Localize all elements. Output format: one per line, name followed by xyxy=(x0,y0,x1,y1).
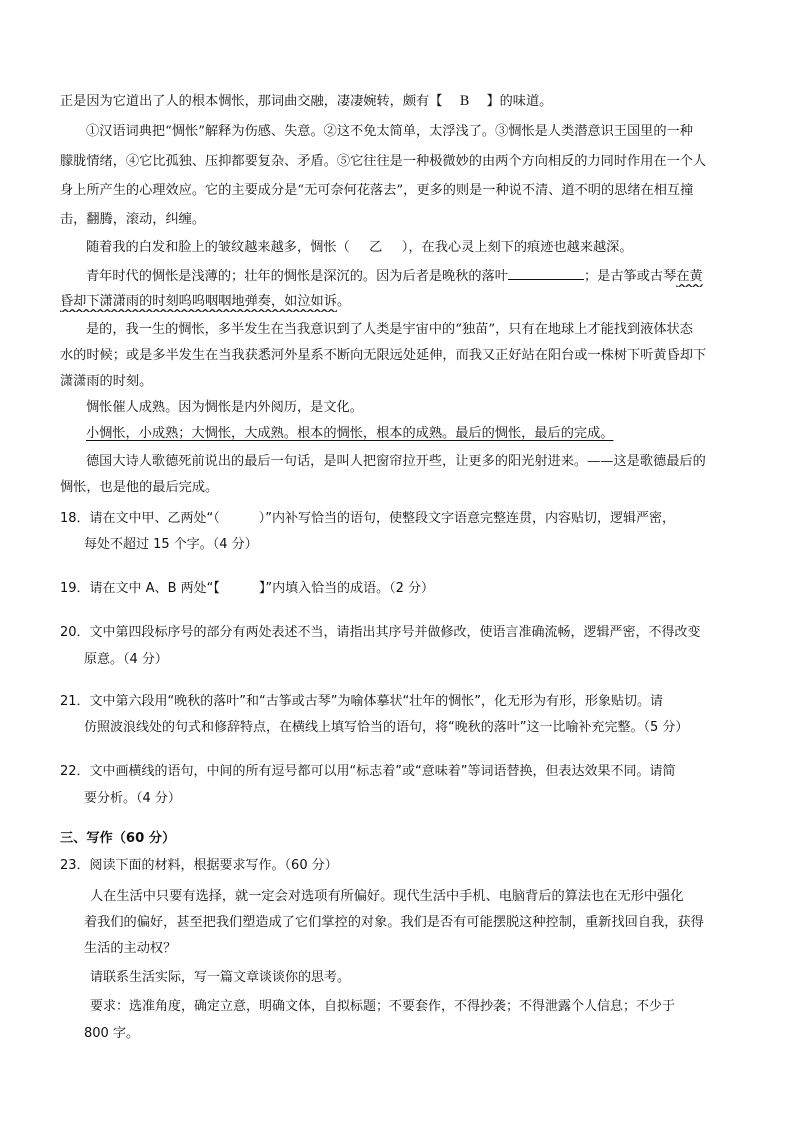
question-22: 22．文中画横线的语句，中间的所有逗号都可以用“标志着”或“意味着”等词语替换，但表达效果不同。请简 xyxy=(60,764,676,779)
wavy-underlined-text: 在黄 xyxy=(676,269,703,284)
question-18-continued: 每处不超过 15 个字。（4 分） xyxy=(84,537,258,552)
passage-text: 随着我的白发和脸上的皱纹越来越多，惆怅（ xyxy=(86,240,350,255)
blank-b-label: B xyxy=(459,94,470,109)
writing-requirements-continued: 800 字。 xyxy=(84,1026,139,1041)
fill-in-blank-line xyxy=(508,267,584,280)
passage-paragraph-line: 德国大诗人歌德死前说出的最后一句话，是叫人把窗帘拉开些，让更多的阳光射进来。——这是歌德最后的 xyxy=(86,454,706,469)
passage-paragraph-line: 击，翻腾，滚动，纠缠。 xyxy=(60,212,206,227)
passage-paragraph-line: 潇潇雨的时刻。 xyxy=(60,374,153,389)
section-title-writing: 三、写作（60 分） xyxy=(60,831,176,846)
passage-text: 正是因为它道出了人的根本惆怅，那词曲交融，凄凄婉转，颇有【 xyxy=(60,94,443,109)
writing-material-line: 着我们的偏好，甚至把我们塑造成了它们掌控的对象。我们是否有可能摆脱这种控制，重新找回自我，获得 xyxy=(84,915,704,930)
wavy-underlined-text: 昏却下潇潇雨的时刻呜呜咽咽地弹奏，如泣如诉 xyxy=(60,294,337,309)
writing-requirements: 要求：选准角度，确定立意，明确文体，自拟标题；不要套作，不得抄袭；不得泄露个人信息；不少于 xyxy=(90,999,676,1014)
question-21: 21．文中第六段用“晚秋的落叶”和“古筝或古琴”为喻体摹状“壮年的惆怅”，化无形为有形，形象贴切。请 xyxy=(60,694,663,709)
question-20: 20．文中第四段标序号的部分有两处表述不当，请指出其序号并做修改，使语言准确流畅，逻辑严密，不得改变 xyxy=(60,625,701,640)
passage-text: ；是古筝或古琴 xyxy=(584,269,677,284)
passage-paragraph-line: ①汉语词典把“惆怅”解释为伤感、失意。②这不免太简单，太浮浅了。③惆怅是人类潜意识王国里的一种 xyxy=(86,124,693,139)
passage-paragraph-line: 朦胧情绪，④它比孤独、压抑都要复杂、矛盾。⑤它往往是一种极微妙的由两个方向相反的力同时作用在一个人 xyxy=(60,154,707,169)
passage-paragraph-line xyxy=(86,267,750,287)
passage-text: 。 xyxy=(336,294,351,309)
passage-paragraph-line: 是的，我一生的惆怅，多半发生在当我意识到了人类是宇宙中的“独苗”，只有在地球上才能找到液体状态 xyxy=(86,322,693,337)
passage-text: ），在我心灵上刻下的痕迹也越来越深。 xyxy=(401,240,633,255)
underlined-sentence: 小惆怅，小成熟；大惆怅，大成熟。根本的惆怅，根本的成熟。最后的惆怅，最后的完成。 xyxy=(86,426,614,441)
blank-yi-label: 乙 xyxy=(369,240,383,255)
passage-paragraph-line xyxy=(60,92,750,112)
passage-paragraph-line xyxy=(60,292,750,312)
question-23: 23．阅读下面的材料，根据要求写作。（60 分） xyxy=(60,858,338,873)
writing-material-line: 生活的主动权？ xyxy=(84,941,177,956)
question-18: 18．请在文中甲、乙两处“（ ）”内补写恰当的语句，使整段文字语意完整连贯，内容贴切，逻辑严密， xyxy=(60,511,676,526)
question-21-continued: 仿照波浪线处的句式和修辞特点，在横线上填写恰当的语句，将“晚秋的落叶”这一比喻补充完整。（5 分） xyxy=(84,720,689,735)
writing-material-line: 人在生活中只要有选择，就一定会对选项有所偏好。现代生活中手机、电脑背后的算法也在无形中强化 xyxy=(90,889,684,904)
passage-paragraph-line xyxy=(86,424,750,444)
passage-paragraph-line: 惆怅，也是他的最后完成。 xyxy=(60,480,219,495)
passage-text: 青年时代的惆怅是浅薄的；壮年的惆怅是深沉的。因为后者是晚秋的落叶 xyxy=(86,269,508,284)
writing-prompt: 请联系生活实际，写一篇文章谈谈你的思考。 xyxy=(90,970,351,985)
passage-paragraph-line: 惆怅催人成熟。因为惆怅是内外阅历，是文化。 xyxy=(86,400,363,415)
question-20-continued: 原意。（4 分） xyxy=(84,652,168,667)
question-19: 19．请在文中 A、B 两处“【 】”内填入恰当的成语。（2 分） xyxy=(60,581,434,596)
question-22-continued: 要分析。（4 分） xyxy=(84,791,181,806)
passage-paragraph-line: 水的时候；或是多半发生在当我获悉河外星系不断向无限远处延伸，而我又正好站在阳台或一株树下听黄昏却下 xyxy=(60,348,707,363)
passage-paragraph-line: 身上所产生的心理效应。它的主要成分是“无可奈何花落去”，更多的则是一种说不清、道不明的思绪在相互撞 xyxy=(60,183,694,198)
passage-text: 】的味道。 xyxy=(486,94,553,109)
passage-paragraph-line xyxy=(86,238,750,258)
